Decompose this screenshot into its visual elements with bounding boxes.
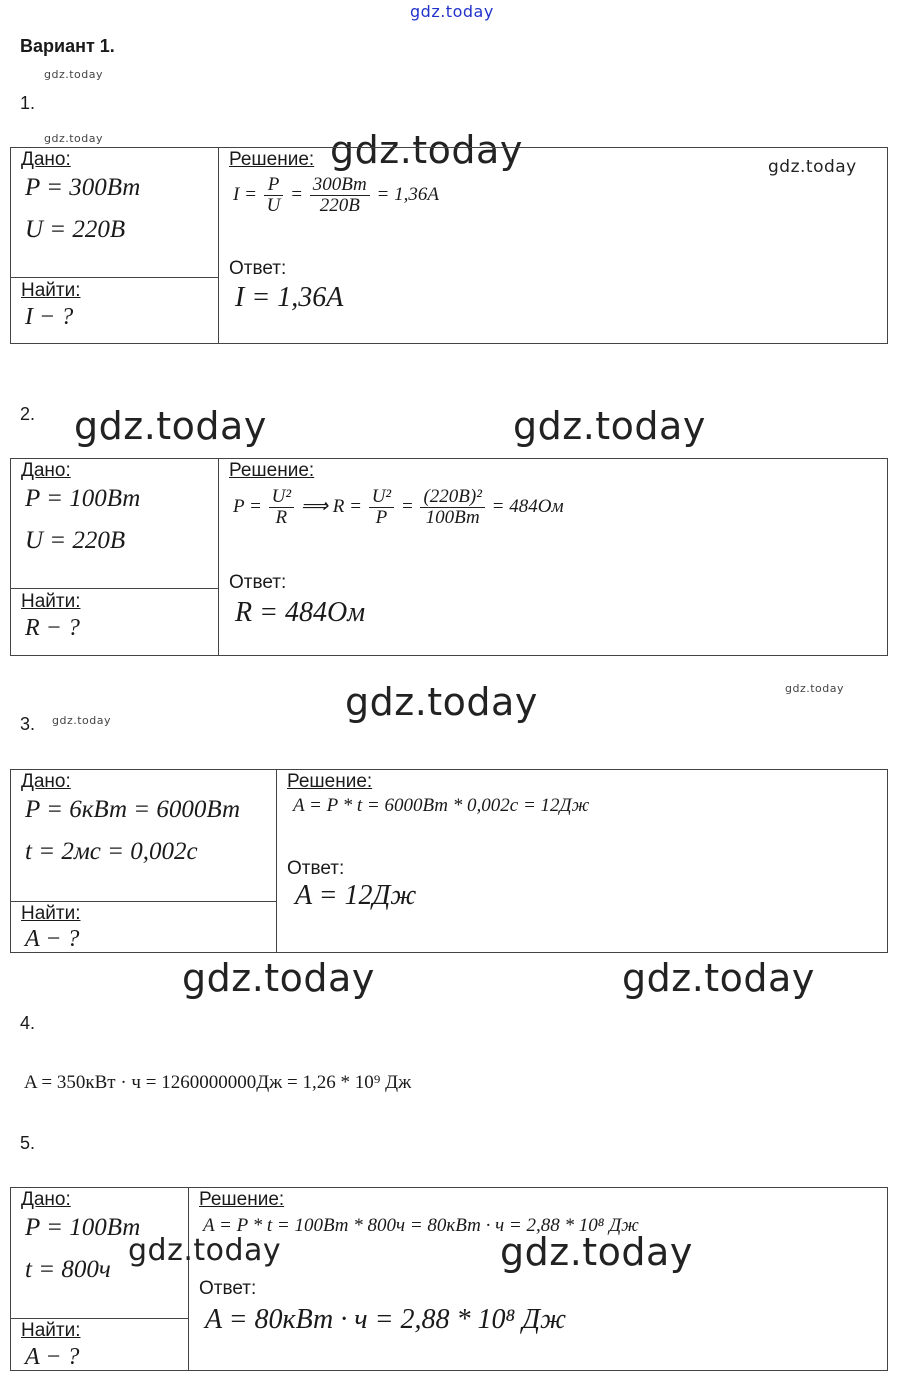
watermark-medium: gdz.today (768, 157, 857, 177)
fraction (369, 487, 394, 528)
solution-formula: A = P * t = 100Вт * 800ч = 80кВт · ч = 2,88 * 10⁸ Дж (203, 1215, 639, 1236)
given-value: P = 100Вт (25, 1214, 141, 1241)
given-value: U = 220В (25, 216, 126, 243)
numerator: (220В)² (420, 487, 484, 508)
problem-1-table (10, 147, 888, 344)
numerator: P (264, 175, 284, 196)
answer-label: Ответ: (287, 858, 345, 879)
solution-formula (233, 487, 564, 528)
numerator: 300Вт (310, 175, 370, 196)
formula-part: = (290, 183, 303, 205)
solution-formula: A = P * t = 6000Вт * 0,002с = 12Дж (293, 795, 590, 816)
row-divider (11, 588, 218, 589)
given-value: P = 6кВт = 6000Вт (25, 796, 241, 823)
watermark-small: gdz.today (44, 132, 104, 145)
watermark-large: gdz.today (513, 404, 706, 448)
variant-heading: Вариант 1. (20, 36, 115, 56)
column-divider (218, 459, 219, 655)
find-label: Найти: (21, 280, 81, 301)
denominator: R (275, 506, 288, 528)
formula-part: I = (233, 183, 257, 205)
given-label: Дано: (21, 149, 71, 170)
problem-5-table (10, 1187, 888, 1371)
problem-4-number: 4. (20, 1013, 36, 1033)
formula-part: ⟹ R = (300, 495, 362, 517)
problem-3-number: 3. (20, 714, 36, 734)
solution-formula (233, 175, 439, 216)
denominator: U (266, 194, 281, 216)
column-divider (218, 148, 219, 343)
watermark-large: gdz.today (182, 956, 375, 1000)
answer-value: R = 484Ом (235, 597, 366, 628)
fraction (420, 487, 484, 528)
find-label: Найти: (21, 1320, 81, 1341)
problem-2-table (10, 458, 888, 656)
watermark-large: gdz.today (330, 128, 523, 172)
given-value: U = 220В (25, 527, 126, 554)
answer-label: Ответ: (199, 1278, 257, 1299)
answer-value: A = 12Дж (295, 880, 417, 911)
watermark-small: gdz.today (44, 68, 104, 81)
formula-part: = 484Ом (491, 495, 564, 517)
watermark-large: gdz.today (500, 1230, 693, 1274)
solution-label: Решение: (229, 149, 315, 170)
given-value: P = 300Вт (25, 174, 141, 201)
formula-part: = (400, 495, 414, 517)
watermark-medium: gdz.today (128, 1233, 282, 1268)
watermark-small: gdz.today (52, 714, 112, 727)
find-label: Найти: (21, 591, 81, 612)
solution-label: Решение: (199, 1189, 285, 1210)
denominator: 100Вт (425, 506, 480, 528)
watermark-large: gdz.today (74, 404, 267, 448)
given-value: t = 800ч (25, 1256, 111, 1283)
find-value: I − ? (25, 304, 74, 330)
column-divider (276, 770, 277, 952)
given-label: Дано: (21, 460, 71, 481)
numerator: U² (369, 487, 394, 508)
fraction (310, 175, 370, 216)
given-value: P = 100Вт (25, 485, 141, 512)
answer-label: Ответ: (229, 258, 287, 279)
solution-label: Решение: (287, 771, 373, 792)
solution-label: Решение: (229, 460, 315, 481)
given-label: Дано: (21, 1189, 71, 1210)
find-value: A − ? (25, 926, 80, 952)
given-label: Дано: (21, 771, 71, 792)
row-divider (11, 901, 276, 902)
find-label: Найти: (21, 903, 81, 924)
column-divider (188, 1188, 189, 1370)
formula-part: = 1,36A (376, 183, 439, 205)
answer-label: Ответ: (229, 572, 287, 593)
denominator: 220В (319, 194, 360, 216)
watermark-large: gdz.today (622, 956, 815, 1000)
answer-value: I = 1,36A (235, 282, 344, 313)
problem-2-number: 2. (20, 404, 36, 424)
problem-4-formula: A = 350кВт · ч = 1260000000Дж = 1,26 * 10⁹ Дж (24, 1072, 412, 1093)
row-divider (11, 277, 218, 278)
watermark-small: gdz.today (785, 682, 845, 695)
problem-1-number: 1. (20, 93, 36, 113)
given-value: t = 2мс = 0,002с (25, 838, 198, 865)
row-divider (11, 1318, 188, 1319)
answer-value: A = 80кВт · ч = 2,88 * 10⁸ Дж (205, 1304, 567, 1335)
find-value: R − ? (25, 615, 80, 641)
formula-part: P = (233, 495, 262, 517)
fraction (269, 487, 294, 528)
watermark-large: gdz.today (345, 680, 538, 724)
fraction (264, 175, 284, 216)
watermark-top: gdz.today (410, 2, 494, 21)
find-value: A − ? (25, 1344, 80, 1370)
problem-3-table (10, 769, 888, 953)
numerator: U² (269, 487, 294, 508)
denominator: P (375, 506, 388, 528)
problem-5-number: 5. (20, 1133, 36, 1153)
